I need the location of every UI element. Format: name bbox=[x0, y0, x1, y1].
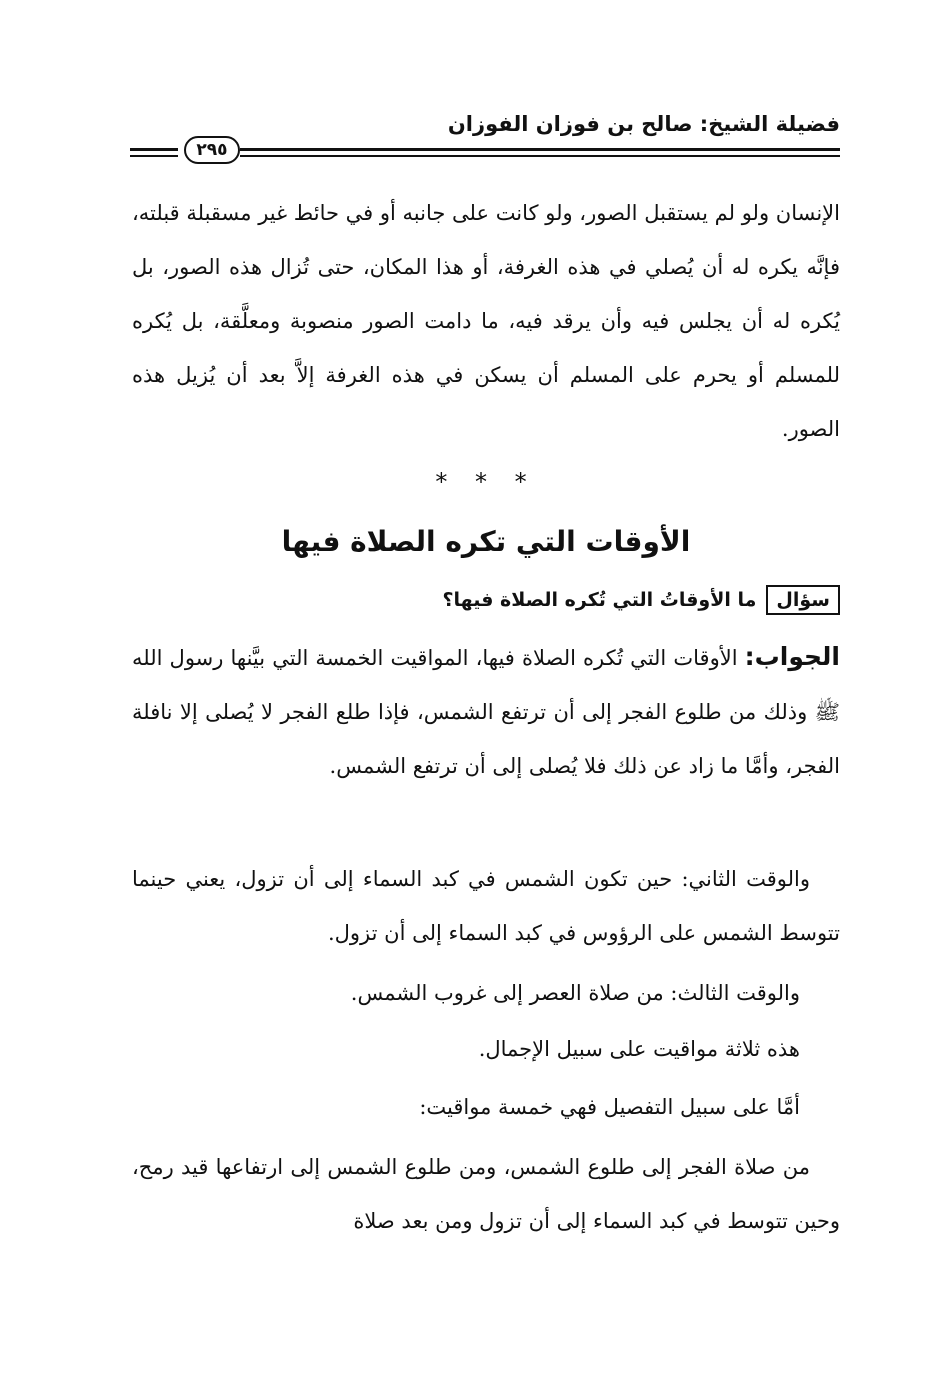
header-rule-thin bbox=[240, 155, 840, 157]
section-separator: * * * bbox=[435, 468, 537, 496]
answer-text: الأوقات التي تُكره الصلاة فيها، المواقيت الخمسة التي بيَّنها رسول الله ﷺ وذلك من طلوع الفجر إلى أن ترتفع الشمس، فإذا طلع الفجر لا يُصلى إلا نافلة الفجر، وأمَّا ما زاد عن ذلك فلا يُصلى إلى أن ترتفع الشمس. bbox=[132, 646, 840, 778]
header-rule bbox=[240, 148, 840, 151]
page-header bbox=[130, 100, 840, 170]
answer-paragraph bbox=[132, 630, 840, 793]
third-time-line: والوقت الثالث: من صلاة العصر إلى غروب الشمس. bbox=[350, 981, 800, 1005]
question-label-box: سؤال bbox=[766, 585, 840, 615]
header-rule-left bbox=[130, 148, 178, 151]
page-number-badge: ٢٩٥ bbox=[184, 136, 240, 164]
three-summary-line: هذه ثلاثة مواقيت على سبيل الإجمال. bbox=[478, 1037, 800, 1061]
section-title: الأوقات التي تكره الصلاة فيها bbox=[281, 525, 691, 558]
header-title: فضيلة الشيخ: صالح بن فوزان الفوزان bbox=[447, 112, 840, 136]
header-rule-left-thin bbox=[130, 155, 178, 157]
detail-intro-line: أمَّا على سبيل التفصيل فهي خمسة مواقيت: bbox=[419, 1095, 800, 1119]
answer-label: الجواب: bbox=[744, 642, 840, 671]
second-time-paragraph: والوقت الثاني: حين تكون الشمس في كبد السماء إلى أن تزول، يعني حينما تتوسط الشمس على الرؤوس في كبد السماء إلى أن تزول. bbox=[132, 867, 840, 945]
question-text: ما الأوقاتُ التي تُكره الصلاة فيها؟ bbox=[442, 589, 757, 611]
question-line bbox=[443, 578, 840, 622]
detail-paragraph: من صلاة الفجر إلى طلوع الشمس، ومن طلوع الشمس إلى ارتفاعها قيد رمح، وحين تتوسط في كبد السماء إلى أن تزول ومن بعد صلاة bbox=[132, 1155, 840, 1233]
intro-paragraph: الإنسان ولو لم يستقبل الصور، ولو كانت على جانبه أو في حائط غير مسقبلة قبلته، فإنَّه يكره له أن يُصلي في هذه الغرفة، أو هذا المكان، حتى تُزال هذه الصور، بل يُكره له أن يجلس فيه وأن يرقد فيه، ما دامت الصور منصوبة ومعلَّقة، بل يُكره للمسلم أو يحرم على المسلم أن يسكن في هذه الغرفة إلاَّ بعد أن يُزيل هذه الصور. bbox=[132, 201, 840, 441]
